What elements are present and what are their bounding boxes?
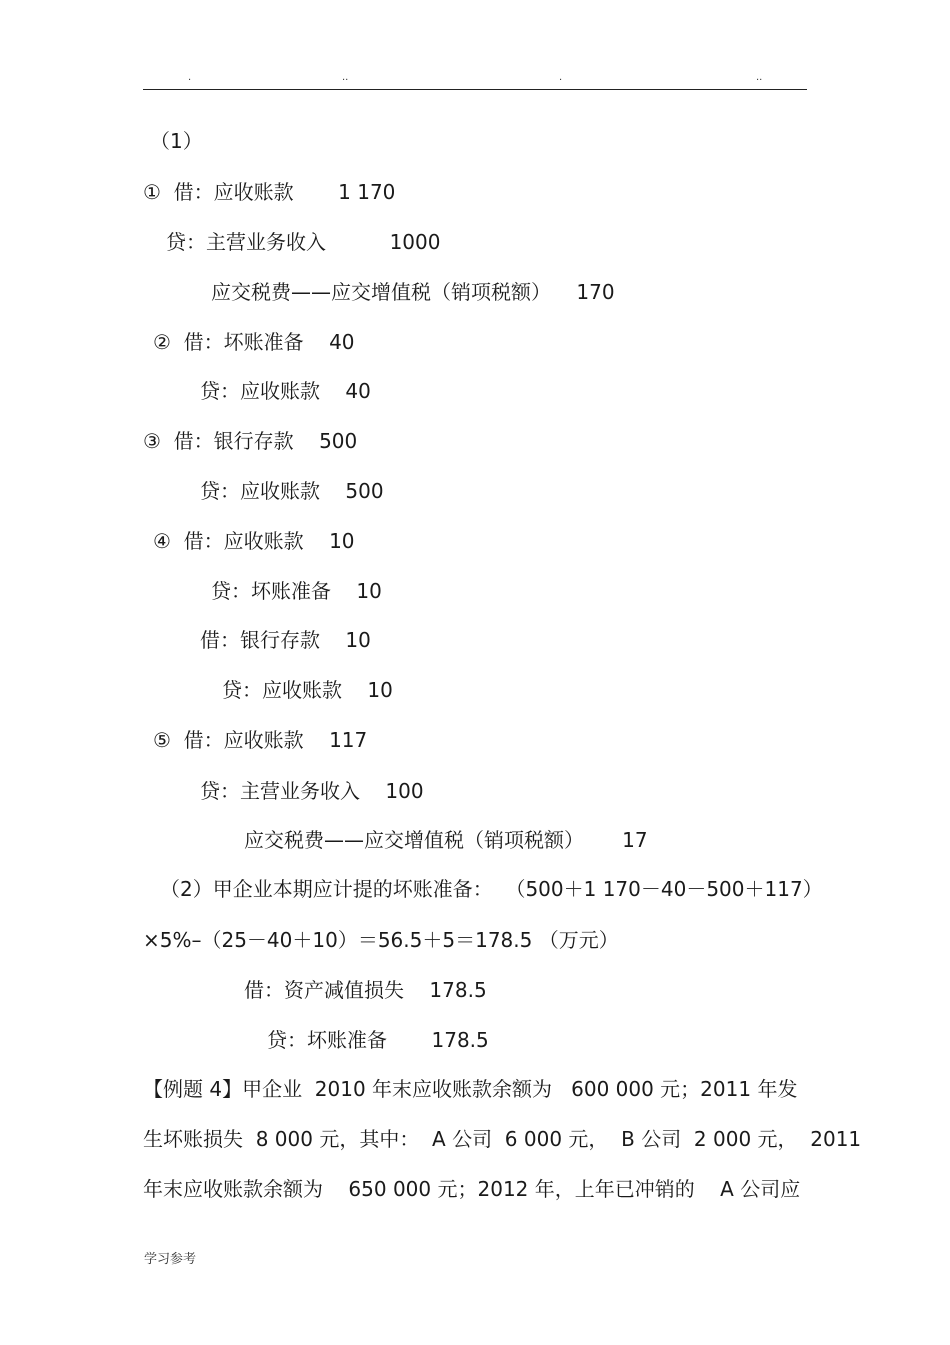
example-4-line-1: 【例题 4】甲企业 2010 年末应收账款余额为 600 000 元；2011 年发	[143, 1077, 798, 1101]
header-dot: ..	[756, 72, 763, 83]
entry-4-credit: 贷：坏账准备 10	[211, 579, 382, 603]
entry-2-credit: 贷：应收账款 40	[200, 379, 371, 403]
entry-1-credit-tax: 应交税费——应交增值税（销项税额） 170	[211, 280, 615, 304]
header-dot: ..	[342, 72, 349, 83]
example-4-line-2: 生坏账损失 8 000 元，其中： A 公司 6 000 元， B 公司 2 000 元， 2011	[143, 1127, 862, 1151]
entry-1-debit: ① 借：应收账款 1 170	[143, 180, 396, 204]
section-1-heading: （1）	[150, 129, 203, 153]
example-4-line-3: 年末应收账款余额为 650 000 元；2012 年，上年已冲销的 A 公司应	[143, 1177, 801, 1201]
header-dot: .	[559, 72, 563, 83]
section-2-credit: 贷：坏账准备 178.5	[267, 1028, 489, 1052]
entry-3-debit: ③ 借：银行存款 500	[143, 429, 358, 453]
entry-5-credit: 贷：主营业务收入 100	[200, 779, 424, 803]
entry-2-debit: ② 借：坏账准备 40	[153, 330, 355, 354]
page-footer: 学习参考	[144, 1252, 197, 1267]
entry-3-credit: 贷：应收账款 500	[200, 479, 384, 503]
entry-4-debit: ④ 借：应收账款 10	[153, 529, 355, 553]
entry-5-credit-tax: 应交税费——应交增值税（销项税额） 17	[244, 828, 648, 852]
section-2-heading: （2）甲企业本期应计提的坏账准备： （500＋1 170－40－500＋117）	[160, 877, 823, 901]
header-dot: .	[188, 72, 192, 83]
section-2-formula: ×5%–（25－40＋10）＝56.5＋5＝178.5 （万元）	[143, 928, 619, 952]
header-rule	[143, 89, 807, 90]
section-2-debit: 借：资产减值损失 178.5	[244, 978, 487, 1002]
entry-5-debit: ⑤ 借：应收账款 117	[153, 728, 368, 752]
entry-4-debit-bank: 借：银行存款 10	[200, 628, 371, 652]
entry-1-credit: 贷：主营业务收入 1000	[166, 230, 441, 254]
entry-4-credit-receivable: 贷：应收账款 10	[222, 678, 393, 702]
